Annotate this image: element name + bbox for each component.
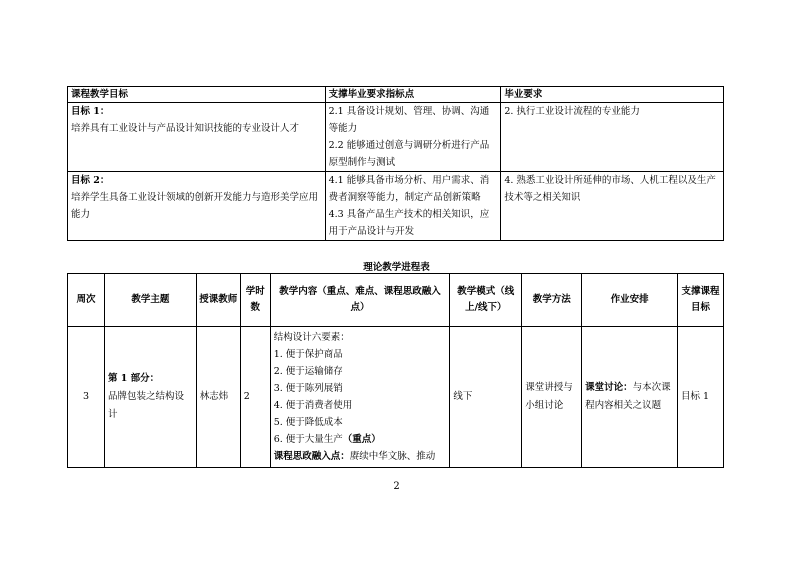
objective-goal-cell [68,103,326,172]
schedule-row [68,327,724,468]
indicator-text: 4.3 具备产品生产技术的相关知识，应用于产品设计与开发 [328,209,490,237]
schedule-table [67,273,724,468]
objective-indicator-cell [325,103,501,172]
indicator-text: 2.1 具备设计规划、管理、协调、沟通等能力 [328,106,490,134]
week-cell: 3 [68,327,105,468]
objective-requirement-cell: 2. 执行工业设计流程的专业能力 [501,103,724,172]
content-item: 1. 便于保护商品 [273,349,343,360]
schedule-title: 理论教学进程表 [363,262,430,273]
goal-text: 培养学生具备工业设计领域的创新开发能力与造形美学应用能力 [71,192,319,220]
indicator-text: 2.2 能够通过创意与调研分析进行产品原型制作与测试 [328,140,490,168]
header-hours: 学时数 [240,274,270,327]
content-item: 5. 便于降低成本 [273,417,343,428]
page-number: 2 [393,481,400,492]
header-topic: 教学主题 [104,274,196,327]
content-item-key [274,431,447,448]
objective-requirement-cell: 4. 熟悉工业设计所延伸的市场、人机工程以及生产技术等之相关知识 [501,172,724,241]
content-item: 3. 便于陈列展销 [273,383,343,394]
content-item: 2. 便于运输储存 [273,366,343,377]
header-course-goal: 课程教学目标 [68,87,326,103]
content-cell [270,327,450,468]
objectives-table [67,86,724,241]
ideology-line [274,448,447,465]
indicator-text: 4.1 能够具备市场分析、用户需求、消费者洞察等能力，制定产品创新策略 [328,175,490,203]
content-item: 4. 便于消费者使用 [273,400,353,411]
method-cell: 课堂讲授与小组讨论 [522,327,582,468]
header-teacher: 授课教师 [196,274,240,327]
topic-text: 品牌包装之结构设计 [107,391,184,420]
objectives-header-row [68,87,724,103]
objective-row-1 [68,103,724,172]
assignment-text: 与本次课程内容相关之议题 [585,382,671,411]
assignment-label: 课堂讨论： [585,382,633,393]
hours-cell: 2 [240,327,270,468]
assignment-cell [582,327,678,468]
header-content: 教学内容（重点、难点、课程思政融入点） [270,274,450,327]
header-indicator: 支撑毕业要求指标点 [325,87,501,103]
topic-part: 第 1 部分： [107,373,160,384]
teacher-cell: 林志炜 [196,327,240,468]
ideology-text: 赓续中华文脉、推动 [349,451,436,462]
schedule-header-row [68,274,724,327]
header-week: 周次 [68,274,105,327]
header-requirement: 毕业要求 [501,87,724,103]
content-item: 6. 便于大量生产 [273,434,343,445]
objective-indicator-cell [325,172,501,241]
header-goal: 支撑课程目标 [678,274,724,327]
goal-title: 目标 1： [71,106,110,117]
goal-cell: 目标 1 [678,327,724,468]
goal-title: 目标 2： [71,175,110,186]
header-method: 教学方法 [522,274,582,327]
objective-goal-cell [68,172,326,241]
key-point-tag: （重点） [342,434,381,445]
goal-text: 培养具有工业设计与产品设计知识技能的专业设计人才 [71,123,300,134]
mode-cell: 线下 [450,327,522,468]
objective-row-2 [68,172,724,241]
content-intro: 结构设计六要素： [273,332,350,343]
topic-cell [104,327,196,468]
header-mode: 教学模式（线上/线下） [450,274,522,327]
header-assignment: 作业安排 [582,274,678,327]
ideology-label: 课程思政融入点： [273,451,350,462]
